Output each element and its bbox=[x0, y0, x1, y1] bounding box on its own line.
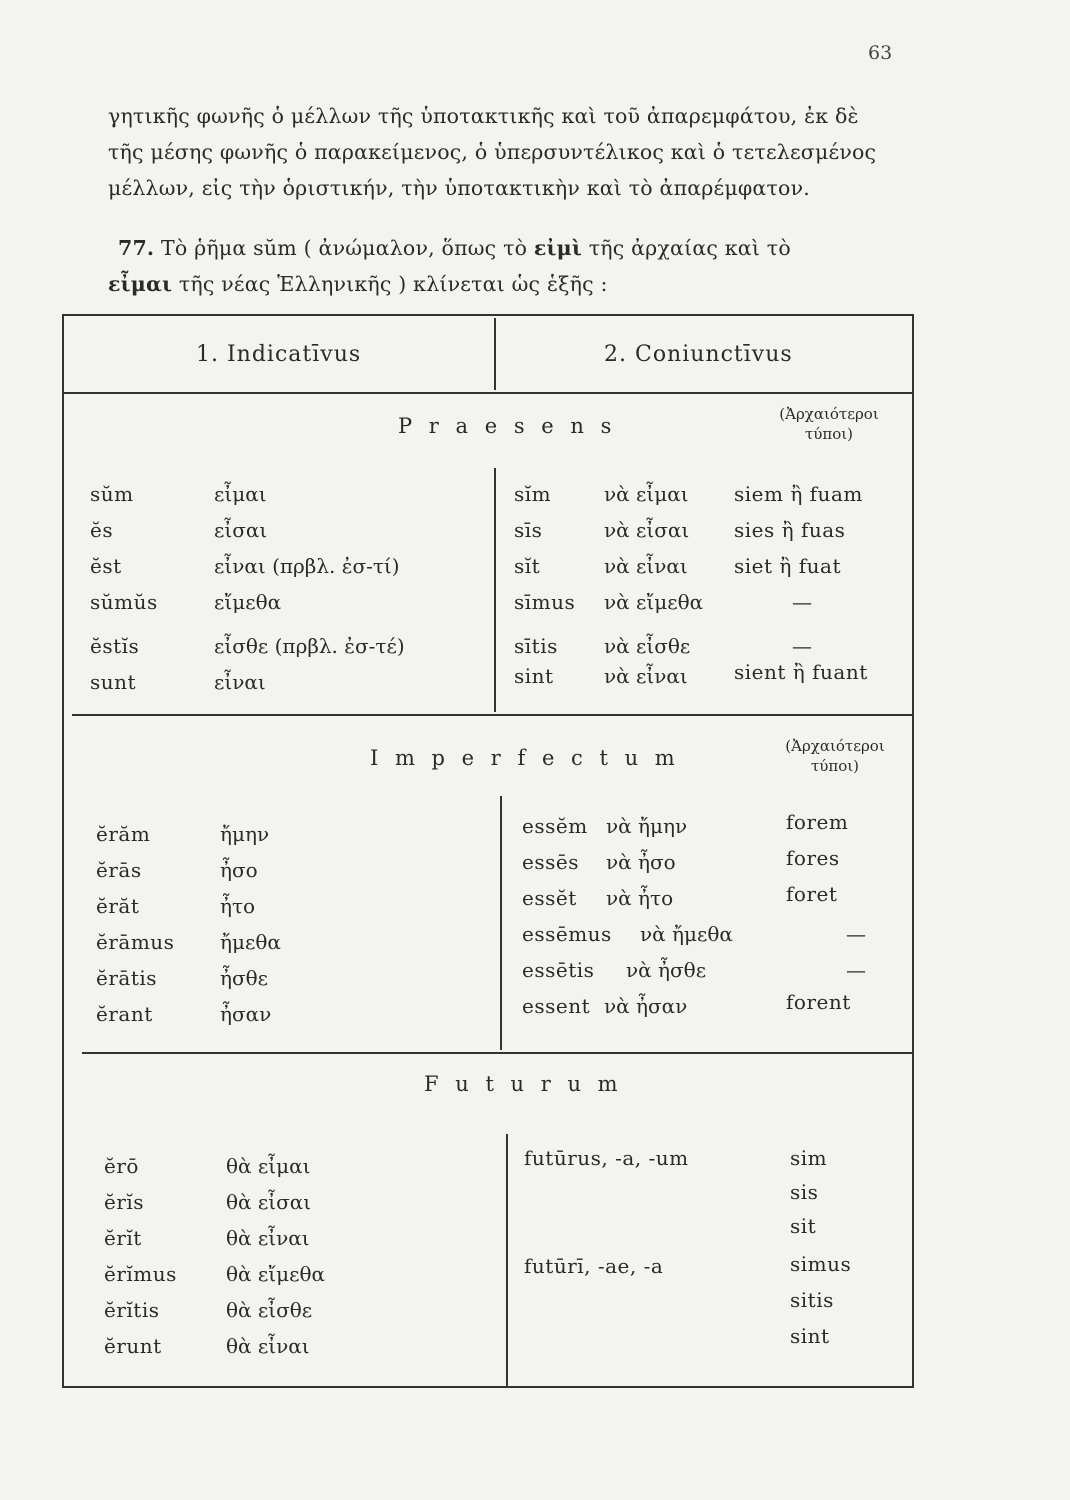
note-imperfectum bbox=[754, 736, 916, 776]
cell-gr: εἶσαι bbox=[214, 518, 268, 542]
rule-header bbox=[62, 392, 914, 394]
cell-lat: sŭm bbox=[90, 482, 134, 506]
cell-lat: ĕrĭs bbox=[104, 1190, 145, 1214]
cell-clat: essēmus bbox=[522, 922, 612, 946]
cell-lat: ĕs bbox=[90, 518, 114, 542]
cell-gr: εἶσθε (πρβλ. ἐσ-τέ) bbox=[214, 634, 405, 658]
cell-lat: ĕrĭt bbox=[104, 1226, 142, 1250]
paragraph-number: 77. bbox=[118, 236, 155, 260]
divider-praesens bbox=[494, 468, 496, 712]
cell-old: — bbox=[792, 634, 813, 658]
conj-form: sis bbox=[790, 1180, 819, 1204]
header-coniunctivus: 2. Coniunctīvus bbox=[604, 342, 793, 367]
cell-old: foret bbox=[786, 882, 838, 906]
section-title-imperfectum: I m p e r f e c t u m bbox=[370, 746, 680, 770]
cell-cgr: νὰ εἶσθε bbox=[604, 634, 691, 658]
divider-imperfectum bbox=[500, 796, 502, 1050]
cell-lat: ĕrātis bbox=[96, 966, 158, 990]
cell-cgr: νὰ ἦτο bbox=[606, 886, 674, 910]
note-line: (Ἀρχαιότεροι bbox=[779, 405, 879, 423]
intro-line-3: μέλλων, εἰς τὴν ὁριστικήν, τὴν ὑποτακτικὴν καὶ τὸ ἀπαρέμφατον. bbox=[108, 176, 810, 200]
note-praesens bbox=[746, 404, 912, 444]
cell-gr: θὰ εἶμαι bbox=[226, 1154, 311, 1178]
section-title-futurum: F u t u r u m bbox=[424, 1072, 623, 1096]
cell-clat: essĕm bbox=[522, 814, 588, 838]
cell-gr: θὰ εἶσαι bbox=[226, 1190, 312, 1214]
header-indicativus: 1. Indicatīvus bbox=[196, 342, 362, 367]
cell-cgr: νὰ ἦσαν bbox=[604, 994, 688, 1018]
cell-old: — bbox=[846, 922, 867, 946]
cell-old: — bbox=[792, 590, 813, 614]
divider-header bbox=[494, 318, 496, 390]
cell-cgr: νὰ εἶναι bbox=[604, 664, 688, 688]
cell-lat: sunt bbox=[90, 670, 137, 694]
cell-lat: ĕrunt bbox=[104, 1334, 162, 1358]
conj-form: simus bbox=[790, 1252, 852, 1276]
rule-praesens bbox=[72, 714, 914, 716]
cell-clat: sint bbox=[514, 664, 554, 688]
cell-old: sies ἢ fuas bbox=[734, 518, 846, 542]
cell-gr: ἦσο bbox=[220, 858, 258, 882]
paragraph-text-2: τῆς νέας Ἑλληνικῆς ) κλίνεται ὡς ἑξῆς : bbox=[178, 272, 608, 296]
conj-form: sit bbox=[790, 1214, 817, 1238]
cell-old: — bbox=[846, 958, 867, 982]
cell-gr: εἶναι (πρβλ. ἐσ-τί) bbox=[214, 554, 400, 578]
cell-lat: ĕrăt bbox=[96, 894, 140, 918]
cell-gr: ἤμεθα bbox=[220, 930, 281, 954]
cell-cgr: νὰ εἶναι bbox=[604, 554, 688, 578]
cell-clat: sīs bbox=[514, 518, 543, 542]
cell-cgr: νὰ εἶσαι bbox=[604, 518, 690, 542]
intro-line-1: γητικῆς φωνῆς ὁ μέλλων τῆς ὑποτακτικῆς καὶ τοῦ ἀπαρεμφάτου, ἐκ δὲ bbox=[108, 104, 859, 128]
paragraph-bold-eimi: εἰμὶ bbox=[533, 236, 582, 260]
cell-lat: sŭmŭs bbox=[90, 590, 158, 614]
cell-cgr: νὰ ἦσθε bbox=[626, 958, 707, 982]
cell-cgr: νὰ ἤμην bbox=[606, 814, 688, 838]
divider-futurum bbox=[506, 1134, 508, 1386]
cell-lat: ĕrō bbox=[104, 1154, 139, 1178]
futurum-conj-plural: futūrī, -ae, -a bbox=[524, 1254, 664, 1278]
cell-clat: sĭm bbox=[514, 482, 552, 506]
cell-gr: εἴμεθα bbox=[214, 590, 282, 614]
cell-lat: ĕrāmus bbox=[96, 930, 175, 954]
paragraph-line-1 bbox=[118, 236, 791, 260]
cell-clat: essētis bbox=[522, 958, 595, 982]
cell-cgr: νὰ ἤμεθα bbox=[640, 922, 733, 946]
note-line: (Ἀρχαιότεροι bbox=[785, 737, 885, 755]
cell-cgr: νὰ εἶμαι bbox=[604, 482, 689, 506]
cell-gr: ἤμην bbox=[220, 822, 270, 846]
cell-old: sient ἢ fuant bbox=[734, 660, 868, 684]
cell-gr: εἶμαι bbox=[214, 482, 267, 506]
cell-lat: ĕrĭtis bbox=[104, 1298, 160, 1322]
cell-clat: sītis bbox=[514, 634, 558, 658]
cell-gr: θὰ εἶναι bbox=[226, 1226, 310, 1250]
cell-old: forent bbox=[786, 990, 851, 1014]
cell-lat: ĕstĭs bbox=[90, 634, 140, 658]
cell-old: fores bbox=[786, 846, 840, 870]
cell-lat: ĕrās bbox=[96, 858, 142, 882]
section-title-praesens: P r a e s e n s bbox=[398, 414, 617, 438]
cell-gr: ἦσαν bbox=[220, 1002, 272, 1026]
cell-gr: ἦσθε bbox=[220, 966, 269, 990]
cell-clat: sĭt bbox=[514, 554, 541, 578]
paragraph-text-end: τῆς ἀρχαίας καὶ τὸ bbox=[588, 236, 791, 260]
note-line: τύποι) bbox=[804, 425, 854, 443]
cell-lat: ĕst bbox=[90, 554, 122, 578]
cell-gr: ἦτο bbox=[220, 894, 256, 918]
cell-lat: ĕrant bbox=[96, 1002, 153, 1026]
note-line: τύποι) bbox=[810, 757, 860, 775]
cell-clat: essĕt bbox=[522, 886, 577, 910]
cell-clat: sīmus bbox=[514, 590, 576, 614]
paragraph-line-2 bbox=[108, 272, 608, 296]
cell-gr: θὰ εἶναι bbox=[226, 1334, 310, 1358]
paragraph-bold-eimai: εἶμαι bbox=[108, 272, 173, 296]
cell-clat: essent bbox=[522, 994, 591, 1018]
cell-lat: ĕrăm bbox=[96, 822, 151, 846]
futurum-conj-singular: futūrus, -a, -um bbox=[524, 1146, 689, 1170]
conj-form: sim bbox=[790, 1146, 828, 1170]
cell-cgr: νὰ ἦσο bbox=[606, 850, 676, 874]
cell-clat: essēs bbox=[522, 850, 579, 874]
rule-imperfectum bbox=[82, 1052, 914, 1054]
cell-cgr: νὰ εἴμεθα bbox=[604, 590, 704, 614]
cell-gr: εἶναι bbox=[214, 670, 266, 694]
conj-form: sitis bbox=[790, 1288, 834, 1312]
cell-old: forem bbox=[786, 810, 849, 834]
page-number: 63 bbox=[868, 42, 893, 64]
paragraph-text: Τὸ ῥῆμα sŭm ( ἀνώμαλον, ὅπως τὸ bbox=[160, 236, 528, 260]
cell-lat: ĕrĭmus bbox=[104, 1262, 177, 1286]
cell-old: siem ἢ fuam bbox=[734, 482, 863, 506]
cell-old: siet ἢ fuat bbox=[734, 554, 841, 578]
cell-gr: θὰ εἶσθε bbox=[226, 1298, 313, 1322]
intro-line-2: τῆς μέσης φωνῆς ὁ παρακείμενος, ὁ ὑπερσυντέλικος καὶ ὁ τετελεσμένος bbox=[108, 140, 877, 164]
conj-form: sint bbox=[790, 1324, 830, 1348]
cell-gr: θὰ εἴμεθα bbox=[226, 1262, 326, 1286]
